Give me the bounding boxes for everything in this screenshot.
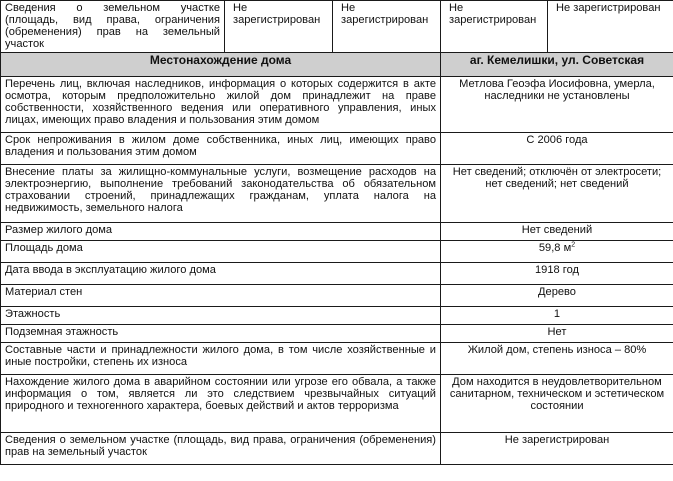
table-row — [1, 241, 673, 263]
table-row — [1, 223, 673, 241]
components-label: Составные части и принадлежности жилого дома, в том числе хозяйственные и иные постройки, степень их износа — [1, 343, 441, 375]
wall-material-value: Дерево — [441, 285, 673, 307]
land-status-cell-4: Не зарегистрирован — [548, 1, 673, 53]
components-value: Жилой дом, степень износа – 80% — [441, 343, 673, 375]
payments-value: Нет сведений; отключён от электросети; нет сведений; нет сведений — [441, 165, 673, 223]
emergency-state-value: Дом находится в неудовлетворительном санитарном, техническом и эстетическом состоянии — [441, 375, 673, 433]
table-row — [1, 375, 673, 433]
table-row — [1, 285, 673, 307]
table-row — [1, 165, 673, 223]
table-row — [1, 77, 673, 133]
land-status-cell-3: Не зарегистрирован — [441, 1, 548, 53]
land-info-top-row — [1, 1, 673, 53]
location-header-label: Местонахождение дома — [1, 53, 441, 77]
owners-label: Перечень лиц, включая наследников, информация о которых содержится в акте осмотра, которым предположительно жилой дом принадлежит на праве собственности, хозяйственного ведения или оперативного управления, иных лицах, имеющих право владения и пользования этим домом — [1, 77, 441, 133]
table-row — [1, 307, 673, 325]
land-info-label-bottom: Сведения о земельном участке (площадь, вид права, ограничения (обременения) прав на земельный участок — [1, 433, 441, 465]
location-header-value: аг. Кемелишки, ул. Советская — [441, 53, 673, 77]
land-status-cell-1: Не зарегистрирован — [225, 1, 333, 53]
underground-floors-label: Подземная этажность — [1, 325, 441, 343]
table-row — [1, 433, 673, 465]
table-row — [1, 133, 673, 165]
vacancy-period-label: Срок непроживания в жилом доме собственника, иных лиц, имеющих право владения и пользования этим домом — [1, 133, 441, 165]
owners-value: Метлова Геоэфа Иосифовна, умерла, наследники не установлены — [441, 77, 673, 133]
floors-label: Этажность — [1, 307, 441, 325]
land-status-cell-2: Не зарегистрирован — [333, 1, 441, 53]
table-row — [1, 263, 673, 285]
house-size-value: Нет сведений — [441, 223, 673, 241]
table-row — [1, 325, 673, 343]
land-info-label: Сведения о земельном участке (площадь, вид права, ограничения (обременения) прав на земельный участок — [1, 1, 225, 53]
vacancy-period-value: С 2006 года — [441, 133, 673, 165]
table-row — [1, 343, 673, 375]
wall-material-label: Материал стен — [1, 285, 441, 307]
commissioning-date-label: Дата ввода в эксплуатацию жилого дома — [1, 263, 441, 285]
payments-label: Внесение платы за жилищно-коммунальные услуги, возмещение расходов на электроэнергию, выполнение требований законодательства об обязательном страховании строений, принадлежащих гражданам, уплата налога на недвижимость, земельного налога — [1, 165, 441, 223]
location-header-row — [1, 53, 673, 77]
floors-value: 1 — [441, 307, 673, 325]
house-size-label: Размер жилого дома — [1, 223, 441, 241]
house-area-value: 59,8 $м^2$ — [441, 241, 673, 263]
commissioning-date-value: 1918 год — [441, 263, 673, 285]
emergency-state-label: Нахождение жилого дома в аварийном состоянии или угрозе его обвала, а также информация о том, является ли это следствием чрезвычайных ситуаций природного и техногенного характера, боевых действий и актов терроризма — [1, 375, 441, 433]
house-area-label: Площадь дома — [1, 241, 441, 263]
underground-floors-value: Нет — [441, 325, 673, 343]
land-info-value-bottom: Не зарегистрирован — [441, 433, 673, 465]
